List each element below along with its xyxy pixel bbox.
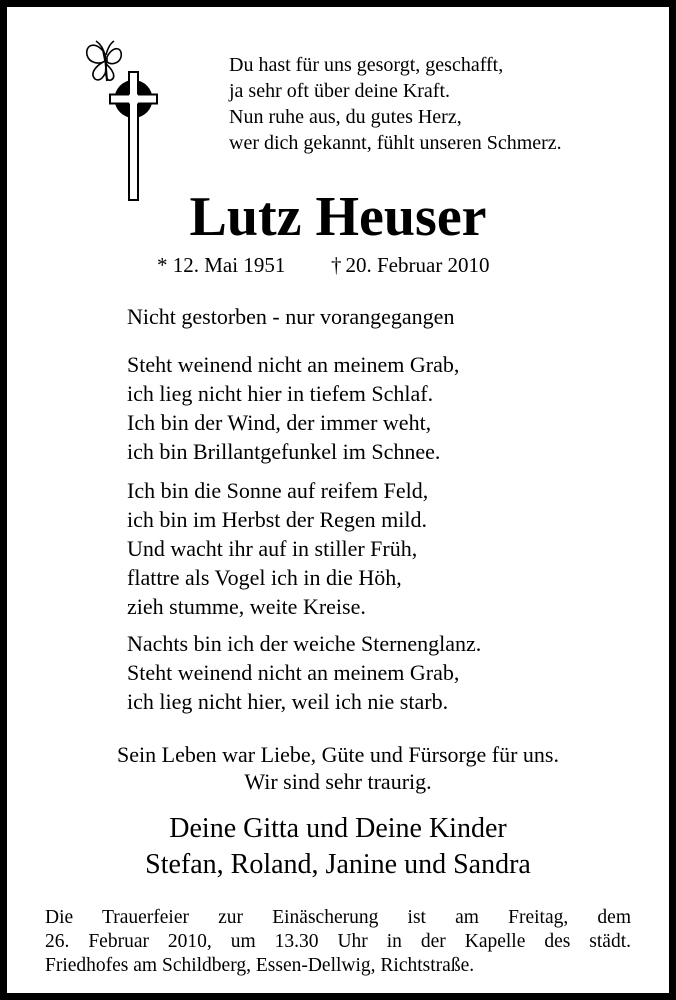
poem-line: Steht weinend nicht an meinem Grab, (127, 352, 460, 377)
poem-line: Ich bin der Wind, der immer weht, (127, 410, 432, 435)
motto-verse (229, 52, 562, 156)
poem-line: ich lieg nicht hier in tiefem Schlaf. (127, 381, 434, 406)
family-signature (7, 811, 669, 883)
death-date: 20. Februar 2010 (345, 253, 490, 277)
birth-date: * 12. Mai 1951 (157, 253, 286, 277)
poem-stanza-1 (127, 350, 459, 466)
butterfly-icon (87, 41, 122, 81)
poem-line: flattre als Vogel ich in die Höh, (127, 565, 402, 590)
tribute (7, 741, 669, 795)
notice-line: 26. Februar 2010, um 13.30 Uhr in der Kapelle des städt. (45, 931, 631, 952)
death-date-wrapper (331, 253, 490, 277)
poem-line: ich bin im Herbst der Regen mild. (127, 507, 427, 532)
motto-line: Nun ruhe aus, du gutes Herz, (229, 106, 462, 128)
poem-line: Steht weinend nicht an meinem Grab, (127, 660, 460, 685)
poem-line: Nachts bin ich der weiche Sternenglanz. (127, 631, 482, 656)
dagger-icon: † (331, 253, 342, 277)
cross-with-butterfly-icon (79, 37, 179, 207)
poem-line: zieh stumme, weite Kreise. (127, 594, 366, 619)
notice-line: Friedhofes am Schildberg, Essen-Dellwig, Richtstraße. (45, 955, 475, 976)
motto-line: wer dich gekannt, fühlt unseren Schmerz. (229, 132, 562, 154)
poem-stanza-2 (127, 476, 428, 621)
motto-line: Du hast für uns gesorgt, geschafft, (229, 54, 504, 76)
poem-line: Und wacht ihr auf in stiller Früh, (127, 536, 418, 561)
family-line: Stefan, Roland, Janine und Sandra (145, 849, 531, 880)
poem-line: ich lieg nicht hier, weil ich nie starb. (127, 689, 449, 714)
subtitle: Nicht gestorben - nur vorangegangen (127, 304, 455, 329)
poem-line: ich bin Brillantgefunkel im Schnee. (127, 439, 441, 464)
tribute-line: Sein Leben war Liebe, Güte und Fürsorge für uns. (117, 742, 559, 767)
poem-stanza-3 (127, 629, 481, 716)
poem-line: Ich bin die Sonne auf reifem Feld, (127, 478, 429, 503)
funeral-notice (45, 906, 631, 978)
notice-line: Die Trauerfeier zur Einäscherung ist am Freitag, dem (45, 907, 631, 928)
tribute-line: Wir sind sehr traurig. (244, 769, 432, 794)
family-line: Deine Gitta und Deine Kinder (169, 813, 507, 844)
motto-line: ja sehr oft über deine Kraft. (229, 80, 451, 102)
deceased-name: Lutz Heuser (189, 186, 487, 248)
